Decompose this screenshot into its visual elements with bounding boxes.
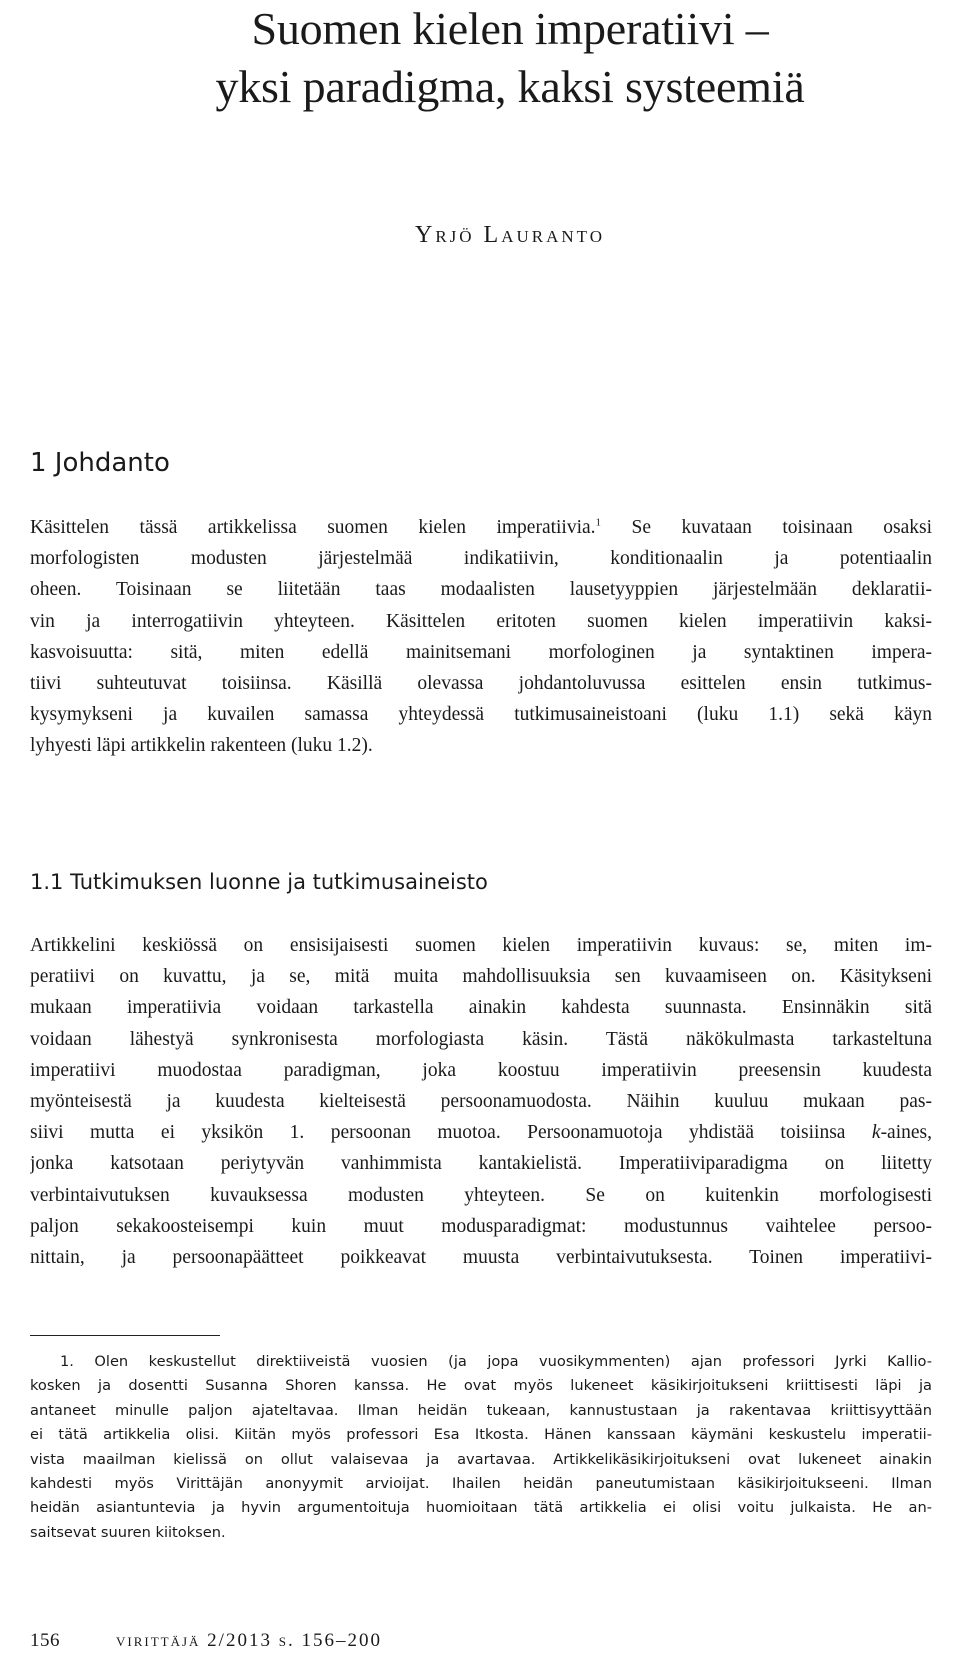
author-name: Yrjö Lauranto — [414, 222, 606, 248]
text-line: peratiivi on kuvattu, ja se, mitä muita mahdollisuuksia sen kuvaamiseen on. Käsitykseni — [30, 966, 932, 988]
text-line: myönteisestä ja kuudesta kielteisestä persoonamuodosta. Näihin kuuluu mukaan pas- — [30, 1091, 932, 1113]
footnote-line: 1. Olen keskustellut direktiiveistä vuosien (ja jopa vuosikymmenten) ajan professori Jyrki Kallio- — [60, 1353, 932, 1370]
text-line: nittain, ja persoonapäätteet poikkeavat muusta verbintaivutuksesta. Toinen imperatiivi- — [30, 1247, 932, 1269]
footnote-line: saitsevat suuren kiitoksen. — [30, 1523, 226, 1541]
footnote-marker[interactable]: 1 — [595, 516, 602, 529]
text-segment: -aines, — [880, 1122, 932, 1144]
text-line: verbintaivutuksen kuvauksessa modusten yhteyteen. Se on kuitenkin morfologisesti — [30, 1184, 932, 1206]
subsection-heading: 1.1 Tutkimuksen luonne ja tutkimusaineisto — [30, 870, 488, 894]
text-segment: siivi mutta ei yksikön 1. persoonan muotoa. Persoonamuotoja yhdistää toisiinsa — [30, 1122, 872, 1144]
footnote-line: kosken ja dosentti Susanna Shoren kanssa. He ovat myös lukeneet käsikirjoitukseni kriittisesti läpi ja — [30, 1377, 932, 1395]
text-segment: Käsittelen tässä artikkelissa suomen kielen imperatiivia. — [30, 517, 596, 538]
text-line: kysymykseni ja kuvailen samassa yhteydessä tutkimusaineistoani (luku 1.1) sekä käyn — [30, 704, 932, 726]
text-line: kasvoisuutta: sitä, miten edellä mainitsemani morfologinen ja syntaktinen impera- — [30, 641, 932, 663]
body-paragraph — [30, 930, 932, 1273]
text-line: lyhyesti läpi artikkelin rakenteen (luku 1.2). — [30, 735, 373, 757]
text-line — [30, 1117, 932, 1148]
page-number: 156 — [30, 1630, 60, 1651]
title-line: Suomen kielen imperatiivi – — [251, 3, 769, 54]
text-line: vin ja interrogatiivin yhteyteen. Käsittelen eritoten suomen kielen imperatiivin kaksi- — [30, 610, 932, 632]
footnote-line: vista maailman kielissä on ollut valaisevaa ja avartavaa. Artikkelikäsikirjoitukseni ovat lukeneet ainakin — [30, 1450, 932, 1468]
text-line: jonka katsotaan periytyvän vanhimmista kantakielistä. Imperatiiviparadigma on liitetty — [30, 1153, 932, 1175]
section-heading: 1 Johdanto — [30, 448, 170, 478]
text-line: paljon sekakoosteisempi kuin muut modusparadigmat: modustunnus vaihtelee persoo- — [30, 1215, 932, 1237]
text-line: morfologisten modusten järjestelmää indikatiivin, konditionaalin ja potentiaalin — [30, 548, 932, 570]
text-line: Artikkelini keskiössä on ensisijaisesti suomen kielen imperatiivin kuvaus: se, miten im- — [30, 935, 932, 956]
text-line: mukaan imperatiivia voidaan tarkastella ainakin kahdesta suunnasta. Ensinnäkin sitä — [30, 997, 932, 1019]
text-line: tiivi suhteutuvat toisiinsa. Käsillä olevassa johdantoluvussa esittelen ensin tutkimus- — [30, 673, 932, 695]
footnote-line: heidän asiantuntevia ja hyvin argumentoituja huomioitaan tätä artikkelia ei olisi voitu julkaista. He an- — [30, 1499, 932, 1517]
footnote-line: antaneet minulle paljon ajateltavaa. Ilman heidän tukeaan, kannustustaan ja rakentavaa kriittisyyttään — [30, 1401, 932, 1419]
text-line: imperatiivi muodostaa paradigman, joka koostuu imperatiivin preesensin kuudesta — [30, 1059, 932, 1081]
body-paragraph — [30, 512, 932, 762]
text-line: voidaan lähestyä synkronisesta morfologiasta käsin. Tästä näkökulmasta tarkasteltuna — [30, 1028, 932, 1050]
italic-term: k — [871, 1122, 881, 1144]
page-footer — [30, 1630, 382, 1652]
footnote-text — [30, 1350, 932, 1545]
footnote-line: kahdesti myös Virittäjän anonyymit arvioijat. Ihailen heidän paneutumistaan käsikirjoitukseeni. Ilman — [30, 1475, 932, 1493]
article-title — [90, 0, 930, 116]
title-line: yksi paradigma, kaksi systeemiä — [215, 61, 805, 112]
text-line — [30, 512, 932, 543]
article-page — [30, 0, 930, 1668]
footnote-line: ei tätä artikkelia olisi. Kiitän myös professori Esa Itkosta. Hänen kanssaan käymäni keskustelu imperatii- — [30, 1426, 932, 1444]
journal-citation: virittäjä 2/2013 s. 156–200 — [116, 1630, 382, 1651]
text-line: oheen. Toisinaan se liitetään taas modaalisten lausetyyppien järjestelmään deklaratii- — [30, 579, 932, 601]
text-segment: Se kuvataan toisinaan osaksi — [601, 517, 932, 538]
footnote-divider — [30, 1335, 220, 1336]
